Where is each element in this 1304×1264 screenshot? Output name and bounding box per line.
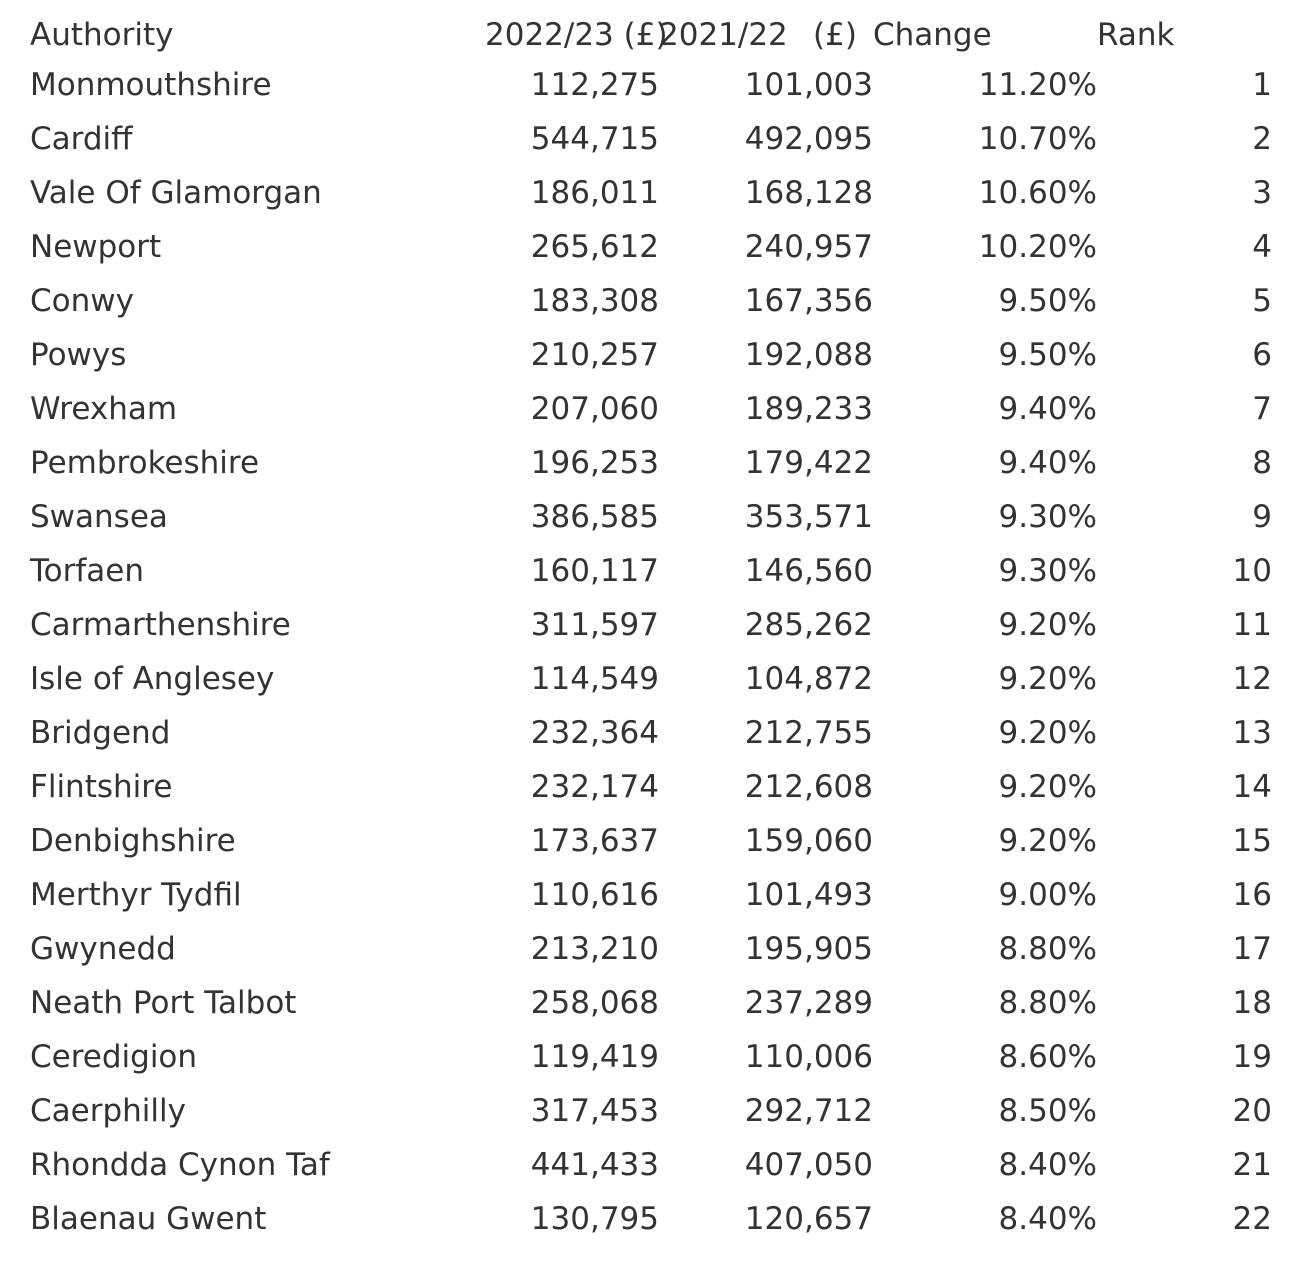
table-row [30,980,1272,1034]
authority-cell: Flintshire [30,769,173,805]
rank-cell: 12 [1232,661,1272,697]
value-2022-23-cell: 112,275 [530,67,659,103]
value-2021-22-cell: 168,128 [744,175,873,211]
value-2021-22-cell: 192,088 [744,337,873,373]
change-cell: 9.50% [998,283,1097,319]
table-row [30,926,1272,980]
authority-cell: Denbighshire [30,823,236,859]
value-2022-23-cell: 110,616 [530,877,659,913]
change-cell: 9.20% [998,661,1097,697]
authority-cell: Cardiff [30,121,133,157]
rank-cell: 22 [1232,1201,1272,1237]
rank-cell: 11 [1232,607,1272,643]
change-cell: 8.80% [998,985,1097,1021]
rank-cell: 20 [1232,1093,1272,1129]
table-row [30,494,1272,548]
authority-cell: Neath Port Talbot [30,985,297,1021]
change-cell: 9.20% [998,769,1097,805]
rank-cell: 6 [1252,337,1272,373]
header-authority: Authority [30,17,174,53]
rank-cell: 8 [1252,445,1272,481]
change-cell: 10.70% [978,121,1097,157]
table-row [30,332,1272,386]
rank-cell: 15 [1232,823,1272,859]
table-row [30,1088,1272,1142]
value-2021-22-cell: 195,905 [744,931,873,967]
rank-cell: 21 [1232,1147,1272,1183]
rank-cell: 19 [1232,1039,1272,1075]
value-2022-23-cell: 114,549 [530,661,659,697]
change-cell: 8.80% [998,931,1097,967]
value-2021-22-cell: 212,608 [744,769,873,805]
value-2021-22-cell: 353,571 [744,499,873,535]
change-cell: 9.50% [998,337,1097,373]
value-2021-22-cell: 237,289 [744,985,873,1021]
header-rank: Rank [1097,17,1175,53]
table-row [30,1142,1272,1196]
value-2022-23-cell: 311,597 [530,607,659,643]
table-row [30,602,1272,656]
value-2021-22-cell: 110,006 [744,1039,873,1075]
change-cell: 8.40% [998,1147,1097,1183]
authority-cell: Isle of Anglesey [30,661,275,697]
change-cell: 9.40% [998,445,1097,481]
rank-cell: 17 [1232,931,1272,967]
table-row [30,656,1272,710]
rank-cell: 4 [1252,229,1272,265]
table-row [30,116,1272,170]
change-cell: 9.30% [998,553,1097,589]
authority-cell: Conwy [30,283,134,319]
authority-cell: Rhondda Cynon Taf [30,1147,330,1183]
authority-cell: Ceredigion [30,1039,198,1075]
value-2021-22-cell: 492,095 [744,121,873,157]
authority-cell: Bridgend [30,715,171,751]
value-2022-23-cell: 160,117 [530,553,659,589]
rank-cell: 10 [1232,553,1272,589]
change-cell: 9.00% [998,877,1097,913]
change-cell: 8.60% [998,1039,1097,1075]
rank-cell: 2 [1252,121,1272,157]
authority-cell: Powys [30,337,127,373]
change-cell: 9.20% [998,823,1097,859]
header-2021-22-unit: (£) [813,17,857,53]
authority-cell: Torfaen [30,553,145,589]
value-2021-22-cell: 167,356 [744,283,873,319]
value-2022-23-cell: 196,253 [530,445,659,481]
rank-cell: 14 [1232,769,1272,805]
value-2022-23-cell: 317,453 [530,1093,659,1129]
change-cell: 8.40% [998,1201,1097,1237]
value-2021-22-cell: 212,755 [744,715,873,751]
value-2022-23-cell: 210,257 [530,337,659,373]
value-2022-23-cell: 173,637 [530,823,659,859]
authority-cell: Carmarthenshire [30,607,291,643]
change-cell: 9.40% [998,391,1097,427]
table-row [30,224,1272,278]
value-2021-22-cell: 179,422 [744,445,873,481]
value-2022-23-cell: 130,795 [530,1201,659,1237]
rank-cell: 1 [1252,67,1272,103]
value-2021-22-cell: 189,233 [744,391,873,427]
table-row [30,278,1272,332]
value-2021-22-cell: 159,060 [744,823,873,859]
table-row [30,170,1272,224]
table-header-row [30,12,1272,62]
value-2021-22-cell: 104,872 [744,661,873,697]
table-row [30,548,1272,602]
table-row [30,1196,1272,1250]
rank-cell: 18 [1232,985,1272,1021]
authority-cell: Gwynedd [30,931,176,967]
rank-cell: 5 [1252,283,1272,319]
value-2022-23-cell: 232,364 [530,715,659,751]
authority-cell: Pembrokeshire [30,445,260,481]
table-row [30,872,1272,926]
value-2022-23-cell: 544,715 [530,121,659,157]
table-row [30,710,1272,764]
value-2022-23-cell: 265,612 [530,229,659,265]
value-2022-23-cell: 258,068 [530,985,659,1021]
value-2022-23-cell: 232,174 [530,769,659,805]
rank-cell: 3 [1252,175,1272,211]
authority-cell: Newport [30,229,162,265]
table-row [30,440,1272,494]
change-cell: 11.20% [978,67,1097,103]
authority-cell: Caerphilly [30,1093,186,1129]
value-2022-23-cell: 441,433 [530,1147,659,1183]
value-2021-22-cell: 101,493 [744,877,873,913]
table-row [30,764,1272,818]
table-row [30,386,1272,440]
value-2022-23-cell: 386,585 [530,499,659,535]
value-2022-23-cell: 119,419 [530,1039,659,1075]
rank-cell: 7 [1252,391,1272,427]
rank-cell: 16 [1232,877,1272,913]
change-cell: 10.20% [978,229,1097,265]
authority-cell: Monmouthshire [30,67,272,103]
data-table [30,12,1272,1250]
rank-cell: 9 [1252,499,1272,535]
table-row [30,818,1272,872]
change-cell: 10.60% [978,175,1097,211]
value-2021-22-cell: 120,657 [744,1201,873,1237]
authority-cell: Blaenau Gwent [30,1201,267,1237]
value-2021-22-cell: 146,560 [744,553,873,589]
value-2022-23-cell: 186,011 [530,175,659,211]
authority-cell: Merthyr Tydfil [30,877,242,913]
header-change: Change [873,17,992,53]
value-2021-22-cell: 240,957 [744,229,873,265]
header-2021-22: 2021/22 [659,17,788,53]
table-row [30,1034,1272,1088]
authority-cell: Wrexham [30,391,178,427]
header-2022-23: 2022/23 (£) [485,17,668,53]
value-2022-23-cell: 207,060 [530,391,659,427]
value-2021-22-cell: 292,712 [744,1093,873,1129]
change-cell: 8.50% [998,1093,1097,1129]
value-2022-23-cell: 213,210 [530,931,659,967]
change-cell: 9.20% [998,715,1097,751]
authority-cell: Swansea [30,499,168,535]
change-cell: 9.30% [998,499,1097,535]
value-2021-22-cell: 407,050 [744,1147,873,1183]
rank-cell: 13 [1232,715,1272,751]
table-body [30,62,1272,1250]
authority-cell: Vale Of Glamorgan [30,175,322,211]
value-2022-23-cell: 183,308 [530,283,659,319]
value-2021-22-cell: 101,003 [744,67,873,103]
table-row [30,62,1272,116]
change-cell: 9.20% [998,607,1097,643]
value-2021-22-cell: 285,262 [744,607,873,643]
